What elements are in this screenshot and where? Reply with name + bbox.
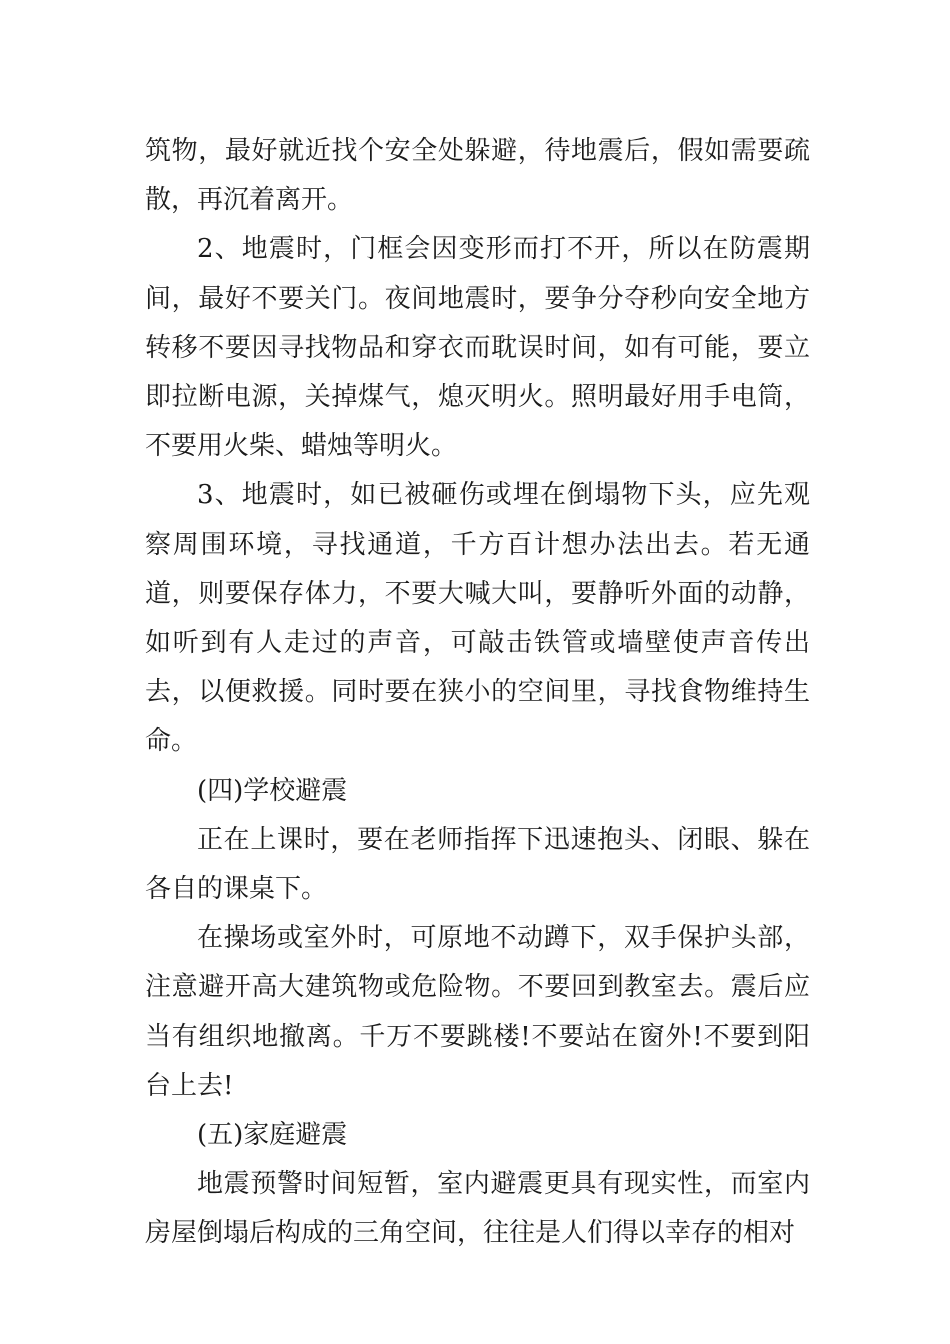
paragraph-in-class: 正在上课时，要在老师指挥下迅速抱头、闭眼、躲在各自的课桌下。 [145,824,810,905]
section-heading-home: (五)家庭避震 [197,1120,348,1151]
section-heading-school: (四)学校避震 [197,775,348,806]
document-body [145,127,810,1259]
paragraph-item-2: 2、地震时，门框会因变形而打不开，所以在防震期间，最好不要关门。夜间地震时，要争分夺秒向安全地方转移不要因寻找物品和穿衣而耽误时间，如有可能，要立即拉断电源，关掉煤气，熄灭明火。照明最好用手电筒，不要用火柴、蜡烛等明火。 [145,234,810,462]
paragraph-continuation: 筑物，最好就近找个安全处躲避，待地震后，假如需要疏散，再沉着离开。 [145,136,810,216]
paragraph-item-3: 3、地震时，如已被砸伤或埋在倒塌物下头，应先观察周围环境，寻找通道，千方百计想办法出去。若无通道，则要保存体力，不要大喊大叫，要静听外面的动静，如听到有人走过的声音，可敲击铁管或墙壁使声音传出去，以便救援。同时要在狭小的空间里，寻找食物维持生命。 [145,480,810,757]
paragraph-outdoors: 在操场或室外时，可原地不动蹲下，双手保护头部，注意避开高大建筑物或危险物。不要回到教室去。震后应当有组织地撤离。千万不要跳楼!不要站在窗外!不要到阳台上去! [145,923,810,1101]
paragraph-home: 地震预警时间短暂，室内避震更具有现实性，而室内房屋倒塌后构成的三角空间，往往是人们得以幸存的相对 [145,1169,810,1249]
